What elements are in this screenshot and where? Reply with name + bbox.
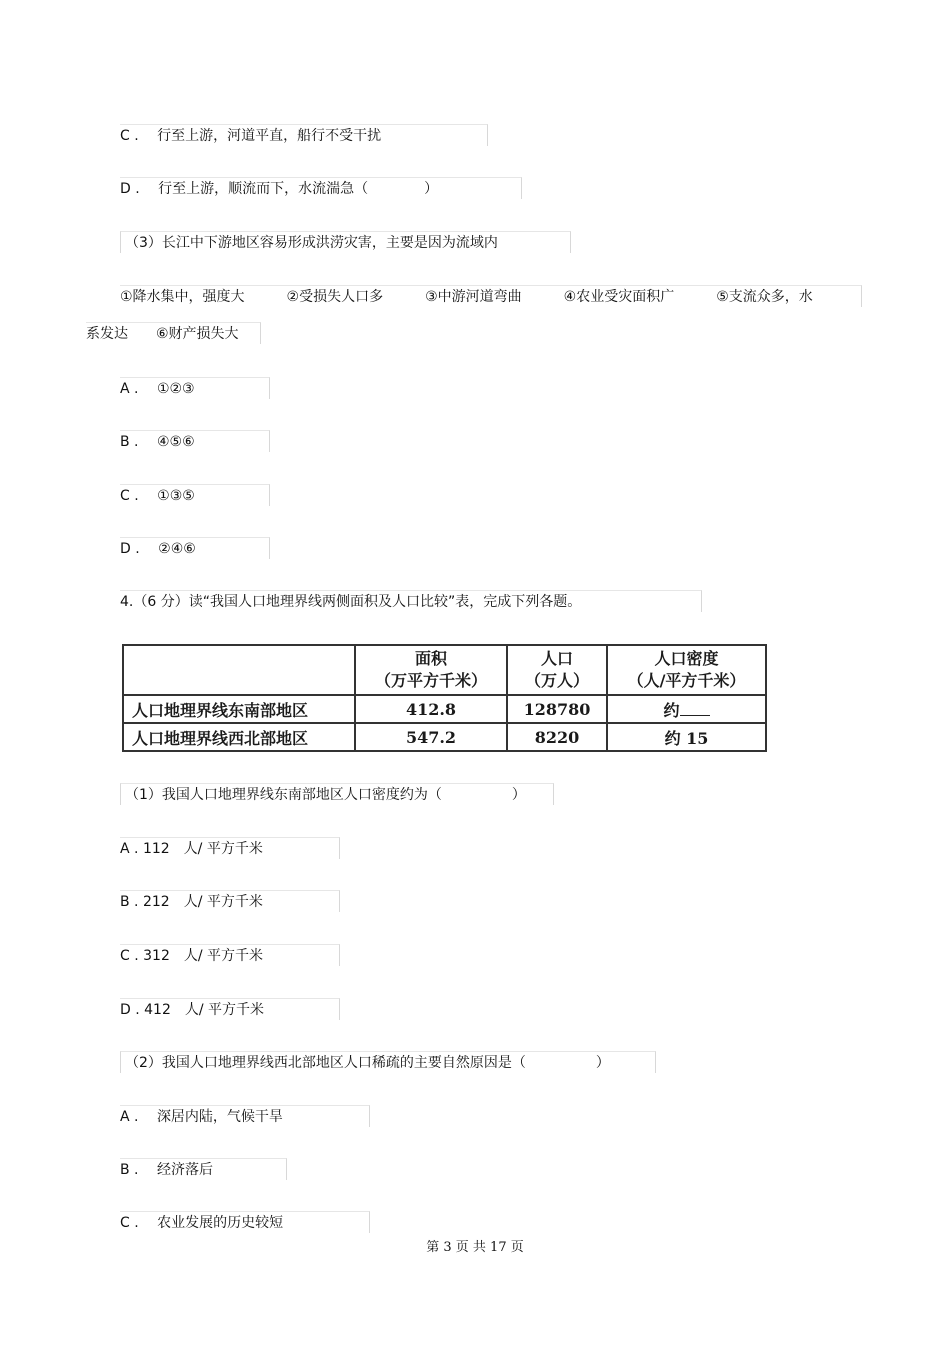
option-label: C . bbox=[120, 1215, 139, 1231]
question-text: （1）我国人口地理界线东南部地区人口密度约为（ ） bbox=[125, 787, 526, 803]
option-text: 行至上游，河道平直，船行不受干扰 bbox=[157, 128, 382, 144]
question-text: （2）我国人口地理界线西北部地区人口稀疏的主要自然原因是（ ） bbox=[125, 1055, 610, 1071]
option-text: 212 人/ 平方千米 bbox=[142, 894, 263, 910]
option-text: ①③⑤ bbox=[157, 488, 195, 504]
option-text: ④⑤⑥ bbox=[156, 434, 195, 450]
option-d bbox=[120, 537, 270, 559]
option-text: 经济落后 bbox=[156, 1162, 213, 1178]
table-cell: 547.2 bbox=[355, 723, 507, 751]
answer-blank bbox=[680, 701, 710, 716]
density-prefix: 约 bbox=[663, 700, 680, 720]
option-text: 行至上游，顺流而下，水流湍急（ ） bbox=[158, 181, 439, 197]
table-cell: 128780 bbox=[507, 695, 607, 723]
table-header-cell bbox=[123, 645, 355, 695]
option-text: 412 人/ 平方千米 bbox=[144, 1002, 265, 1018]
question-text: 4.（6 分）读“我国人口地理界线两侧面积及人口比较”表，完成下列各题。 bbox=[120, 594, 582, 610]
table-cell: 8220 bbox=[507, 723, 607, 751]
table-cell bbox=[607, 695, 766, 723]
question-stem bbox=[120, 1051, 656, 1073]
question-text: （3）长江中下游地区容易形成洪涝灾害，主要是因为流域内 bbox=[125, 235, 498, 251]
table-cell: 约 15 bbox=[607, 723, 766, 751]
page-footer: 第 3 页 共 17 页 bbox=[426, 1240, 524, 1255]
question-items-text: ①降水集中，强度大 ②受损失人口多 ③中游河道弯曲 ④农业受灾面积广 ⑤支流众多，水 bbox=[120, 289, 813, 305]
option-text: 农业发展的历史较短 bbox=[157, 1215, 284, 1231]
question-items-line2 bbox=[86, 322, 261, 344]
option-label: C . bbox=[120, 488, 139, 504]
option-text: 112 人/ 平方千米 bbox=[142, 841, 263, 857]
option-c bbox=[120, 124, 488, 146]
option-text: ②④⑥ bbox=[158, 541, 196, 557]
option-a bbox=[120, 837, 340, 859]
table-cell: 人口地理界线西北部地区 bbox=[123, 723, 355, 751]
option-d bbox=[120, 998, 340, 1020]
option-text: 深居内陆，气候干旱 bbox=[156, 1109, 283, 1125]
option-label: A . bbox=[120, 841, 139, 857]
table-header-cell: 人口密度 （人/平方千米） bbox=[607, 645, 766, 695]
option-b bbox=[120, 430, 270, 452]
option-b bbox=[120, 890, 340, 912]
table-cell: 412.8 bbox=[355, 695, 507, 723]
option-label: B . bbox=[120, 434, 139, 450]
table-row bbox=[123, 695, 766, 723]
option-a bbox=[120, 1105, 370, 1127]
question-4-stem bbox=[120, 590, 702, 612]
question-stem bbox=[120, 231, 571, 253]
question-items-line1 bbox=[120, 285, 862, 307]
table-cell: 人口地理界线东南部地区 bbox=[123, 695, 355, 723]
option-b bbox=[120, 1158, 287, 1180]
option-label: B . bbox=[120, 1162, 139, 1178]
option-c bbox=[120, 1211, 370, 1233]
table-header-cell: 人口 （万人） bbox=[507, 645, 607, 695]
option-c bbox=[120, 944, 340, 966]
question-items-text: 系发达 ⑥财产损失大 bbox=[86, 326, 239, 342]
option-label: C . bbox=[120, 128, 139, 144]
option-d bbox=[120, 177, 522, 199]
option-a bbox=[120, 377, 270, 399]
option-label: B . bbox=[120, 894, 139, 910]
option-label: C . bbox=[120, 948, 139, 964]
table-header-row bbox=[123, 645, 766, 695]
population-table bbox=[122, 644, 767, 752]
option-label: D . bbox=[120, 1002, 140, 1018]
option-label: A . bbox=[120, 1109, 139, 1125]
option-text: 312 人/ 平方千米 bbox=[143, 948, 264, 964]
question-stem bbox=[120, 783, 554, 805]
option-label: D . bbox=[120, 181, 140, 197]
table-header-cell: 面积 （万平方千米） bbox=[355, 645, 507, 695]
table-row bbox=[123, 723, 766, 751]
option-label: D . bbox=[120, 541, 140, 557]
option-label: A . bbox=[120, 381, 139, 397]
option-text: ①②③ bbox=[156, 381, 195, 397]
option-c bbox=[120, 484, 270, 506]
